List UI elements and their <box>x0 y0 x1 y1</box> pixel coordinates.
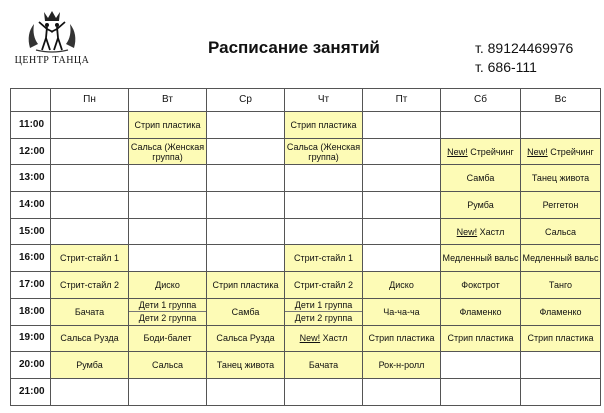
empty-cell <box>207 192 285 219</box>
empty-cell <box>441 378 521 405</box>
class-cell: Стрит-стайл 2 <box>285 272 363 299</box>
empty-cell <box>285 378 363 405</box>
class-cell: Танец живота <box>521 165 601 192</box>
class-cell: Диско <box>129 272 207 299</box>
class-cell <box>441 218 521 245</box>
class-cell: Боди-балет <box>129 325 207 352</box>
empty-cell <box>129 245 207 272</box>
class-cell: Медленный вальс <box>441 245 521 272</box>
empty-cell <box>51 192 129 219</box>
class-cell: Сальса (Женская группа) <box>285 138 363 165</box>
class-cell <box>441 138 521 165</box>
time-cell: 19:00 <box>11 325 51 352</box>
class-cell: Стрит-стайл 1 <box>285 245 363 272</box>
empty-cell <box>51 218 129 245</box>
table-row <box>11 218 601 245</box>
empty-cell <box>207 218 285 245</box>
empty-cell <box>207 112 285 139</box>
class-cell: Стрип пластика <box>285 112 363 139</box>
crown-dancers-icon <box>22 8 82 54</box>
empty-cell <box>51 378 129 405</box>
class-cell: Румба <box>51 352 129 379</box>
empty-cell <box>129 378 207 405</box>
time-cell: 18:00 <box>11 298 51 325</box>
empty-cell <box>521 112 601 139</box>
corner-cell <box>11 89 51 112</box>
logo <box>14 8 90 76</box>
empty-cell <box>129 165 207 192</box>
class-label: Стрейчинг <box>467 146 514 157</box>
class-label: Хастл <box>320 333 348 344</box>
new-badge: New! <box>299 333 321 344</box>
phone-mobile: т. 89124469976 <box>475 40 574 56</box>
class-cell: Сальса (Женская группа) <box>129 138 207 165</box>
class-cell <box>129 298 207 325</box>
empty-cell <box>363 245 441 272</box>
empty-cell <box>207 138 285 165</box>
phone-landline: т. 686-111 <box>475 59 537 75</box>
table-row <box>11 325 601 352</box>
logo-text: ЦЕНТР ТАНЦА <box>14 55 90 66</box>
empty-cell <box>129 192 207 219</box>
class-label: Хастл <box>477 226 505 237</box>
empty-cell <box>207 165 285 192</box>
class-cell: Ча-ча-ча <box>363 298 441 325</box>
table-row <box>11 272 601 299</box>
empty-cell <box>363 218 441 245</box>
empty-cell <box>51 138 129 165</box>
time-cell: 17:00 <box>11 272 51 299</box>
class-cell: Реггетон <box>521 192 601 219</box>
class-cell: Самба <box>441 165 521 192</box>
class-cell: Стрип пластика <box>441 325 521 352</box>
table-row <box>11 378 601 405</box>
empty-cell <box>521 352 601 379</box>
table-row <box>11 165 601 192</box>
empty-cell <box>363 112 441 139</box>
class-cell: Танго <box>521 272 601 299</box>
class-cell: Сальса <box>521 218 601 245</box>
class-label: Дети 1 группа <box>138 300 197 311</box>
table-row <box>11 245 601 272</box>
time-cell: 12:00 <box>11 138 51 165</box>
class-cell: Диско <box>363 272 441 299</box>
class-cell: Сальса Рузда <box>207 325 285 352</box>
day-header: Ср <box>207 89 285 112</box>
new-badge: New! <box>447 146 468 157</box>
class-cell: Фокстрот <box>441 272 521 299</box>
class-cell: Стрип пластика <box>129 112 207 139</box>
empty-cell <box>521 378 601 405</box>
class-cell: Фламенко <box>441 298 521 325</box>
table-row <box>11 112 601 139</box>
time-cell: 11:00 <box>11 112 51 139</box>
empty-cell <box>441 112 521 139</box>
day-header: Сб <box>441 89 521 112</box>
class-cell: Танец живота <box>207 352 285 379</box>
time-cell: 14:00 <box>11 192 51 219</box>
empty-cell <box>363 165 441 192</box>
class-label: Стрейчинг <box>547 146 594 157</box>
schedule-table <box>10 88 601 406</box>
class-cell: Румба <box>441 192 521 219</box>
day-header: Пт <box>363 89 441 112</box>
table-row <box>11 352 601 379</box>
class-cell: Стрип пластика <box>207 272 285 299</box>
empty-cell <box>285 165 363 192</box>
class-cell: Самба <box>207 298 285 325</box>
time-cell: 16:00 <box>11 245 51 272</box>
class-cell: Сальса <box>129 352 207 379</box>
table-row <box>11 192 601 219</box>
class-cell: Бачата <box>285 352 363 379</box>
empty-cell <box>285 192 363 219</box>
new-badge: New! <box>527 146 548 157</box>
class-cell: Рок-н-ролл <box>363 352 441 379</box>
header-row <box>11 89 601 112</box>
day-header: Вс <box>521 89 601 112</box>
class-label: Дети 1 группа <box>294 300 353 311</box>
class-label: Дети 2 группа <box>285 311 362 324</box>
class-cell: Стрип пластика <box>363 325 441 352</box>
class-label: Дети 2 группа <box>129 311 206 324</box>
page-title: Расписание занятий <box>208 38 380 57</box>
class-cell <box>285 298 363 325</box>
class-cell: Бачата <box>51 298 129 325</box>
empty-cell <box>363 378 441 405</box>
class-cell: Сальса Рузда <box>51 325 129 352</box>
table-row <box>11 298 601 325</box>
empty-cell <box>51 112 129 139</box>
new-badge: New! <box>456 226 478 237</box>
empty-cell <box>129 218 207 245</box>
empty-cell <box>207 245 285 272</box>
table-row <box>11 138 601 165</box>
empty-cell <box>441 352 521 379</box>
day-header: Вт <box>129 89 207 112</box>
class-cell: Медленный вальс <box>521 245 601 272</box>
class-cell: Стрип пластика <box>521 325 601 352</box>
empty-cell <box>363 192 441 219</box>
day-header: Чт <box>285 89 363 112</box>
time-cell: 13:00 <box>11 165 51 192</box>
time-cell: 20:00 <box>11 352 51 379</box>
empty-cell <box>51 165 129 192</box>
class-cell <box>285 325 363 352</box>
empty-cell <box>285 218 363 245</box>
empty-cell <box>363 138 441 165</box>
class-cell <box>521 138 601 165</box>
day-header: Пн <box>51 89 129 112</box>
class-cell: Фламенко <box>521 298 601 325</box>
class-cell: Стрит-стайл 2 <box>51 272 129 299</box>
time-cell: 21:00 <box>11 378 51 405</box>
empty-cell <box>207 378 285 405</box>
time-cell: 15:00 <box>11 218 51 245</box>
class-cell: Стрит-стайл 1 <box>51 245 129 272</box>
